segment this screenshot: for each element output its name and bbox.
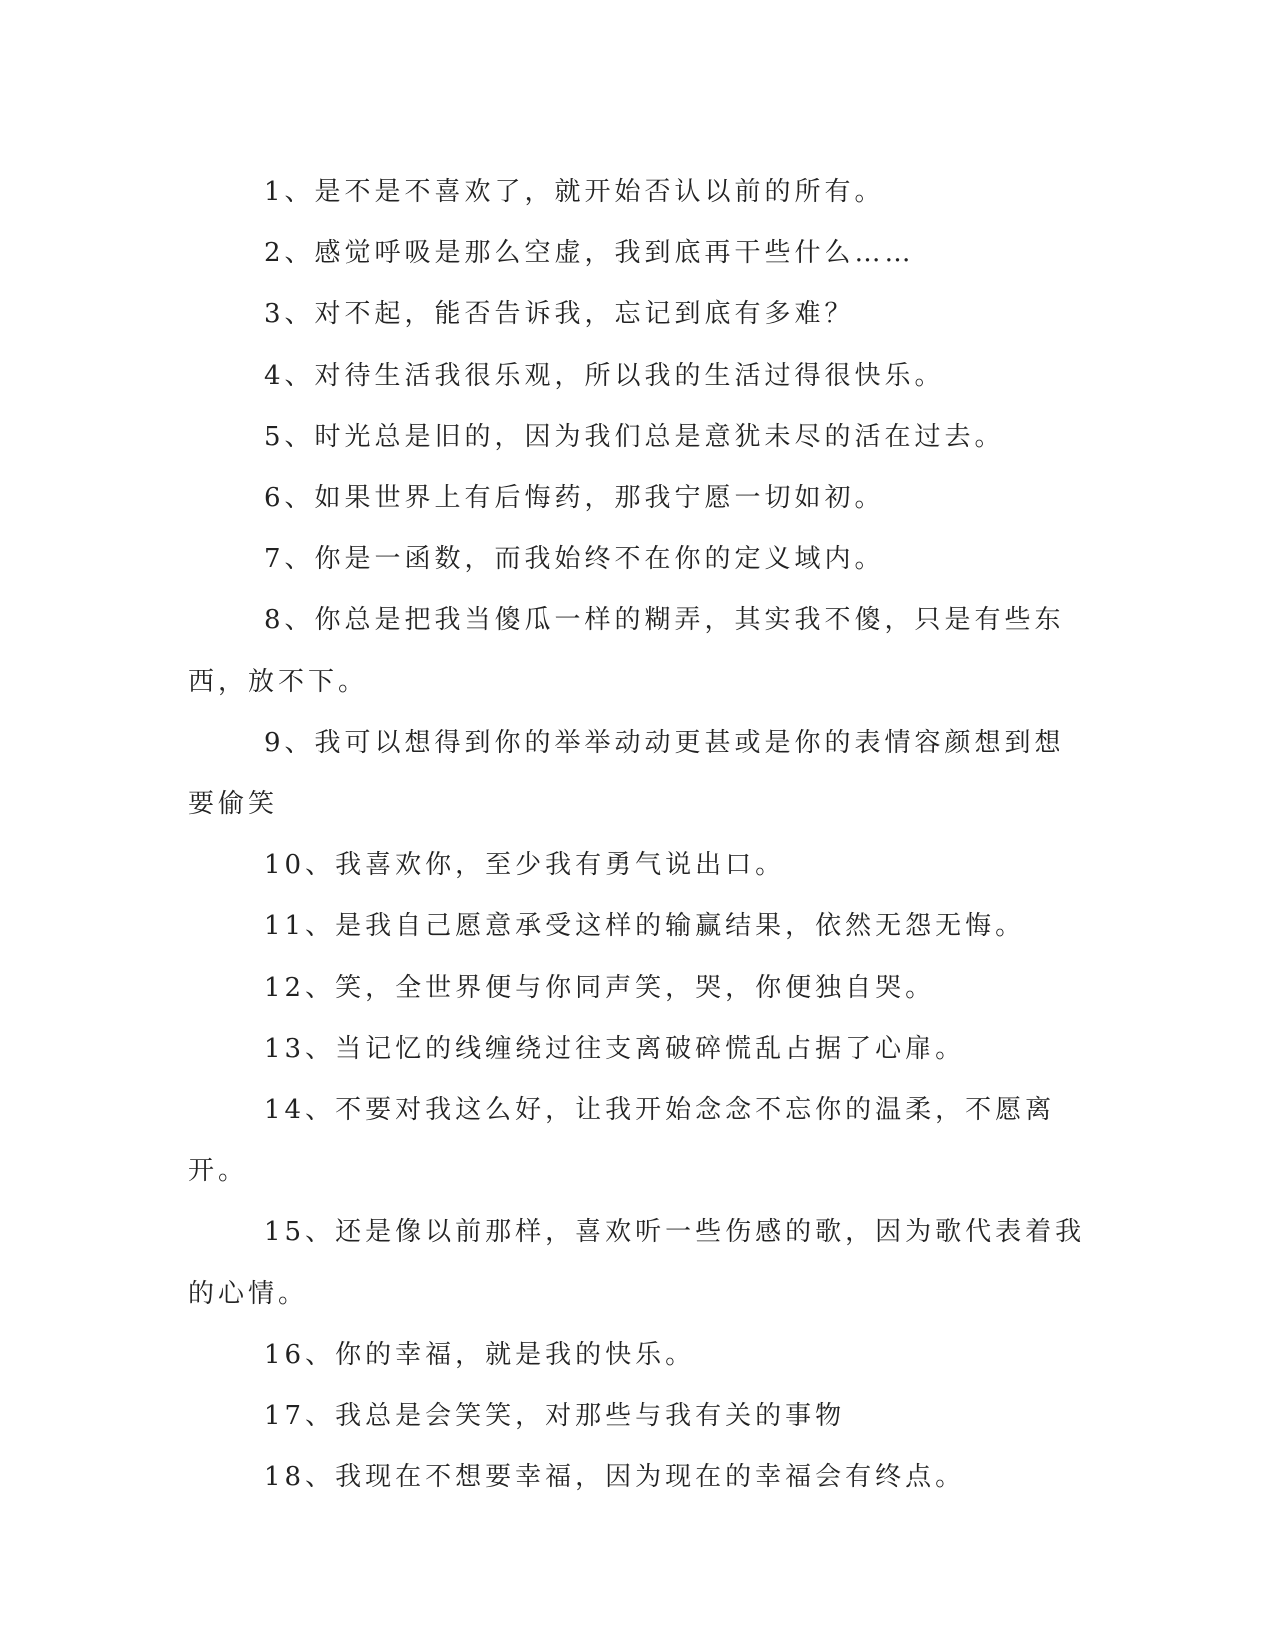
list-item bbox=[188, 1447, 1088, 1508]
list-item bbox=[188, 835, 1088, 896]
item-text: 如果世界上有后悔药，那我宁愿一切如初。 bbox=[314, 483, 885, 514]
list-item bbox=[188, 896, 1088, 957]
list-item bbox=[188, 1019, 1088, 1080]
list-item bbox=[188, 346, 1088, 407]
list-item bbox=[188, 223, 1088, 284]
item-number: 14、 bbox=[264, 1095, 336, 1126]
item-number: 12、 bbox=[264, 972, 336, 1003]
item-number: 4、 bbox=[264, 360, 315, 391]
item-number: 9、 bbox=[264, 727, 315, 758]
item-text: 我可以想得到你的举举动动更甚或是你的表情容颜想到想要偷笑 bbox=[188, 727, 1065, 820]
item-number: 10、 bbox=[264, 850, 336, 881]
list-item bbox=[188, 407, 1088, 468]
item-text: 你的幸福，就是我的快乐。 bbox=[335, 1339, 696, 1370]
item-number: 6、 bbox=[264, 483, 315, 514]
item-number: 8、 bbox=[264, 605, 315, 636]
item-text: 我现在不想要幸福，因为现在的幸福会有终点。 bbox=[335, 1462, 966, 1493]
item-text: 对待生活我很乐观，所以我的生活过得很快乐。 bbox=[314, 360, 945, 391]
item-text: 我喜欢你，至少我有勇气说出口。 bbox=[335, 850, 786, 881]
item-number: 17、 bbox=[264, 1401, 336, 1432]
item-text: 时光总是旧的，因为我们总是意犹未尽的活在过去。 bbox=[314, 421, 1005, 452]
list-item bbox=[188, 529, 1088, 590]
item-text: 笑，全世界便与你同声笑，哭，你便独自哭。 bbox=[335, 972, 936, 1003]
list-item bbox=[188, 468, 1088, 529]
list-item bbox=[188, 1202, 1088, 1324]
list-item bbox=[188, 590, 1088, 712]
list-item bbox=[188, 958, 1088, 1019]
list-item bbox=[188, 1325, 1088, 1386]
list-item bbox=[188, 284, 1088, 345]
item-number: 15、 bbox=[264, 1217, 336, 1248]
item-text: 当记忆的线缠绕过往支离破碎慌乱占据了心扉。 bbox=[335, 1033, 966, 1064]
item-number: 13、 bbox=[264, 1033, 336, 1064]
list-item bbox=[188, 1386, 1088, 1447]
item-text: 还是像以前那样，喜欢听一些伤感的歌，因为歌代表着我的心情。 bbox=[188, 1217, 1086, 1309]
item-text: 感觉呼吸是那么空虚，我到底再干些什么…… bbox=[314, 238, 915, 269]
item-text: 对不起，能否告诉我，忘记到底有多难？ bbox=[314, 299, 855, 330]
item-number: 5、 bbox=[264, 421, 315, 452]
item-number: 2、 bbox=[264, 238, 315, 269]
item-text: 是我自己愿意承受这样的输赢结果，依然无怨无悔。 bbox=[335, 911, 1026, 942]
list-item bbox=[188, 1080, 1088, 1202]
item-number: 7、 bbox=[264, 544, 315, 575]
list-item bbox=[188, 713, 1088, 835]
item-text: 不要对我这么好，让我开始念念不忘你的温柔，不愿离开。 bbox=[188, 1095, 1056, 1187]
item-text: 你是一函数，而我始终不在你的定义域内。 bbox=[314, 544, 885, 575]
item-number: 16、 bbox=[264, 1339, 336, 1370]
item-number: 3、 bbox=[264, 299, 315, 330]
item-text: 你总是把我当傻瓜一样的糊弄，其实我不傻，只是有些东西，放不下。 bbox=[188, 605, 1065, 697]
item-text: 我总是会笑笑，对那些与我有关的事物 bbox=[335, 1401, 846, 1432]
item-number: 18、 bbox=[264, 1462, 336, 1493]
quote-list bbox=[188, 162, 1088, 1508]
item-number: 11、 bbox=[264, 911, 336, 942]
item-number: 1、 bbox=[264, 177, 315, 207]
list-item bbox=[188, 162, 1088, 223]
item-text: 是不是不喜欢了，就开始否认以前的所有。 bbox=[314, 177, 885, 207]
